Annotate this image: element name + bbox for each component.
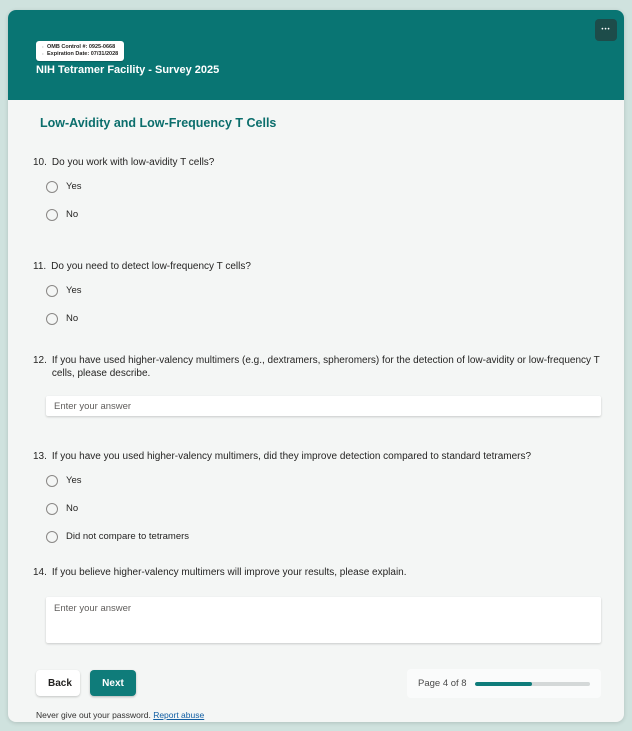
bullet-icon: · bbox=[42, 44, 44, 51]
progress-fill bbox=[475, 682, 533, 686]
radio-icon[interactable] bbox=[46, 475, 58, 487]
option-label: Yes bbox=[66, 475, 82, 486]
radio-option-yes[interactable] bbox=[46, 284, 601, 297]
radio-option-did-not-compare[interactable] bbox=[46, 530, 601, 543]
question-number: 12. bbox=[33, 355, 47, 366]
radio-option-yes[interactable] bbox=[46, 180, 601, 193]
page-status: Page 4 of 8 bbox=[418, 678, 467, 689]
progress-bar bbox=[475, 682, 590, 686]
ellipsis-icon: ••• bbox=[601, 27, 611, 33]
radio-option-no[interactable] bbox=[46, 312, 601, 325]
answer-textarea[interactable] bbox=[46, 597, 601, 643]
omb-badge bbox=[36, 41, 124, 61]
form-title: NIH Tetramer Facility - Survey 2025 bbox=[36, 64, 220, 76]
question-14 bbox=[33, 566, 601, 643]
question-text: If you have you used higher-valency multimers, did they improve detection compared to standard tetramers? bbox=[51, 451, 532, 462]
option-label: Yes bbox=[66, 285, 82, 296]
question-13 bbox=[33, 450, 601, 558]
option-label: No bbox=[66, 209, 79, 220]
question-text: Do you need to detect low-frequency T cells? bbox=[51, 261, 251, 272]
radio-icon[interactable] bbox=[46, 503, 58, 515]
omb-control-line bbox=[42, 44, 118, 51]
question-14-text-row bbox=[33, 566, 601, 579]
section-title: Low-Avidity and Low-Frequency T Cells bbox=[40, 116, 277, 130]
expiration-text: Expiration Date: 07/31/2028 bbox=[47, 51, 119, 57]
question-number: 10. bbox=[33, 157, 47, 168]
report-abuse-link[interactable]: Report abuse bbox=[153, 710, 205, 720]
question-10 bbox=[33, 156, 601, 236]
omb-control-text: OMB Control #: 0925-0668 bbox=[47, 44, 116, 50]
question-text: Do you work with low-avidity T cells? bbox=[51, 157, 215, 168]
option-label: No bbox=[66, 503, 79, 514]
question-12-text-row bbox=[33, 354, 601, 380]
question-text: If you have used higher-valency multimers (e.g., dextramers, spheromers) for the detection of low-avidity or low-frequency T cells, please describe. bbox=[51, 355, 600, 379]
next-button[interactable]: Next bbox=[90, 670, 136, 696]
question-11-options bbox=[46, 284, 601, 325]
progress-panel bbox=[407, 669, 601, 698]
legal-notice bbox=[36, 710, 204, 720]
radio-option-yes[interactable] bbox=[46, 474, 601, 487]
question-13-options bbox=[46, 474, 601, 543]
expiration-line bbox=[42, 51, 118, 58]
radio-option-no[interactable] bbox=[46, 208, 601, 221]
question-number: 11. bbox=[33, 261, 47, 272]
password-warning-text: Never give out your password. bbox=[36, 710, 151, 720]
question-11-text-row bbox=[33, 260, 601, 273]
form-header bbox=[8, 10, 624, 100]
more-options-button[interactable] bbox=[595, 19, 617, 41]
option-label: No bbox=[66, 313, 79, 324]
question-11 bbox=[33, 260, 601, 340]
radio-icon[interactable] bbox=[46, 209, 58, 221]
answer-input[interactable] bbox=[46, 396, 601, 416]
option-label: Did not compare to tetramers bbox=[66, 531, 190, 542]
question-number: 13. bbox=[33, 451, 47, 462]
question-13-text-row bbox=[33, 450, 601, 463]
radio-icon[interactable] bbox=[46, 181, 58, 193]
survey-card bbox=[8, 10, 624, 722]
radio-option-no[interactable] bbox=[46, 502, 601, 515]
radio-icon[interactable] bbox=[46, 313, 58, 325]
radio-icon[interactable] bbox=[46, 531, 58, 543]
bullet-icon: · bbox=[42, 51, 44, 58]
radio-icon[interactable] bbox=[46, 285, 58, 297]
question-10-text-row bbox=[33, 156, 601, 169]
question-text: If you believe higher-valency multimers will improve your results, please explain. bbox=[51, 567, 407, 578]
option-label: Yes bbox=[66, 181, 82, 192]
back-button[interactable]: Back bbox=[36, 670, 80, 696]
question-10-options bbox=[46, 180, 601, 221]
question-number: 14. bbox=[33, 567, 47, 578]
question-12 bbox=[33, 354, 601, 416]
